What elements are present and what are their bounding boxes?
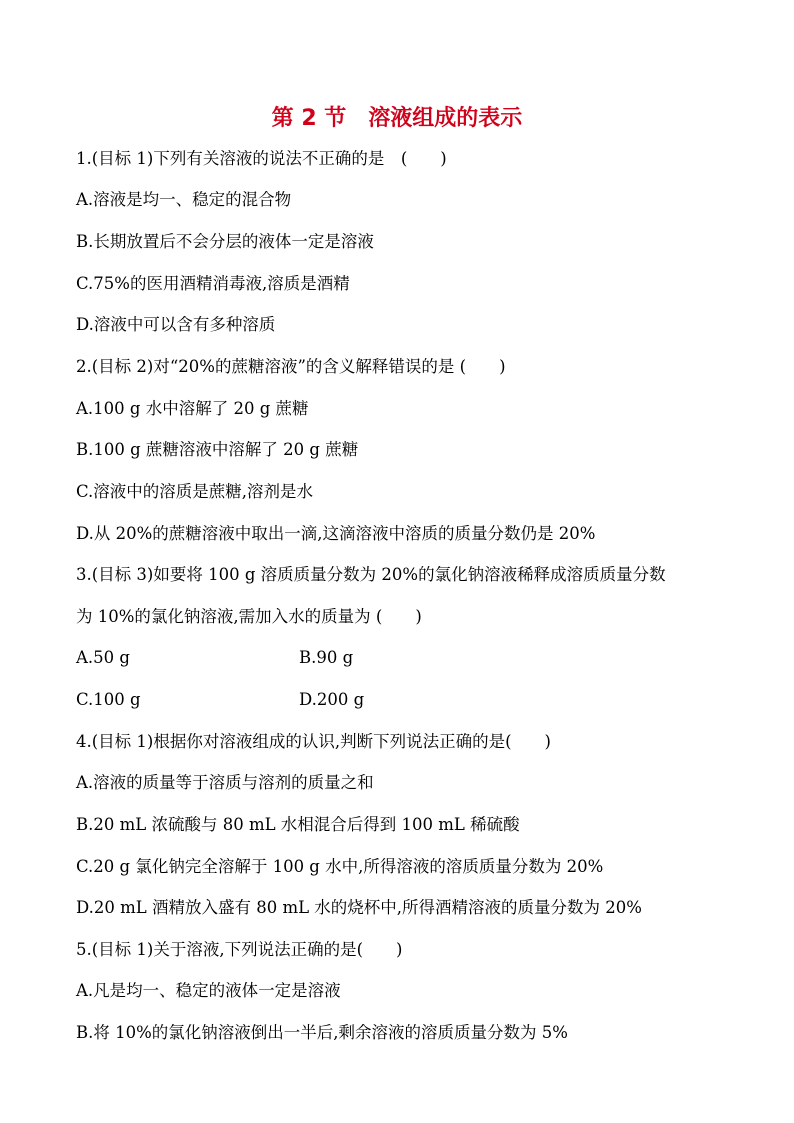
question-4-option-b: B.20 mL 浓硫酸与 80 mL 水相混合后得到 100 mL 稀硫酸: [76, 815, 520, 834]
question-2-stem: 2.(目标 2)对“20%的蔗糖溶液”的含义解释错误的是 ( ): [76, 357, 506, 376]
question-1-option-a: A.溶液是均一、稳定的混合物: [76, 190, 292, 209]
question-1-option-d: D.溶液中可以含有多种溶质: [76, 315, 276, 334]
question-4-stem: 4.(目标 1)根据你对溶液组成的认识,判断下列说法正确的是( ): [76, 732, 551, 751]
question-2-option-d: D.从 20%的蔗糖溶液中取出一滴,这滴溶液中溶质的质量分数仍是 20%: [76, 524, 596, 543]
question-1-stem: 1.(目标 1)下列有关溶液的说法不正确的是 ( ): [76, 149, 447, 168]
page-title: 第 2 节 溶液组成的表示: [271, 106, 523, 131]
question-3-stem-line-2: 为 10%的氯化钠溶液,需加入水的质量为 ( ): [76, 607, 422, 626]
question-3-option-d: D.200 g: [299, 690, 365, 709]
question-3-option-a: A.50 g: [76, 648, 130, 667]
question-1-option-c: C.75%的医用酒精消毒液,溶质是酒精: [76, 274, 350, 293]
question-1-option-b: B.长期放置后不会分层的液体一定是溶液: [76, 232, 374, 251]
question-2-option-b: B.100 g 蔗糖溶液中溶解了 20 g 蔗糖: [76, 440, 359, 459]
question-4-option-c: C.20 g 氯化钠完全溶解于 100 g 水中,所得溶液的溶质质量分数为 20%: [76, 857, 604, 876]
question-5-stem: 5.(目标 1)关于溶液,下列说法正确的是( ): [76, 940, 403, 959]
question-3-option-b: B.90 g: [299, 648, 354, 667]
question-4-option-a: A.溶液的质量等于溶质与溶剂的质量之和: [76, 773, 374, 792]
question-3-stem-line-1: 3.(目标 3)如要将 100 g 溶质质量分数为 20%的氯化钠溶液稀释成溶质质量分数: [76, 565, 666, 584]
question-5-option-a: A.凡是均一、稳定的液体一定是溶液: [76, 981, 341, 1000]
question-2-option-a: A.100 g 水中溶解了 20 g 蔗糖: [76, 399, 309, 418]
question-5-option-b: B.将 10%的氯化钠溶液倒出一半后,剩余溶液的溶质质量分数为 5%: [76, 1023, 568, 1042]
question-3-option-c: C.100 g: [76, 690, 141, 709]
question-4-option-d: D.20 mL 酒精放入盛有 80 mL 水的烧杯中,所得酒精溶液的质量分数为 20%: [76, 898, 642, 917]
question-2-option-c: C.溶液中的溶质是蔗糖,溶剂是水: [76, 482, 314, 501]
